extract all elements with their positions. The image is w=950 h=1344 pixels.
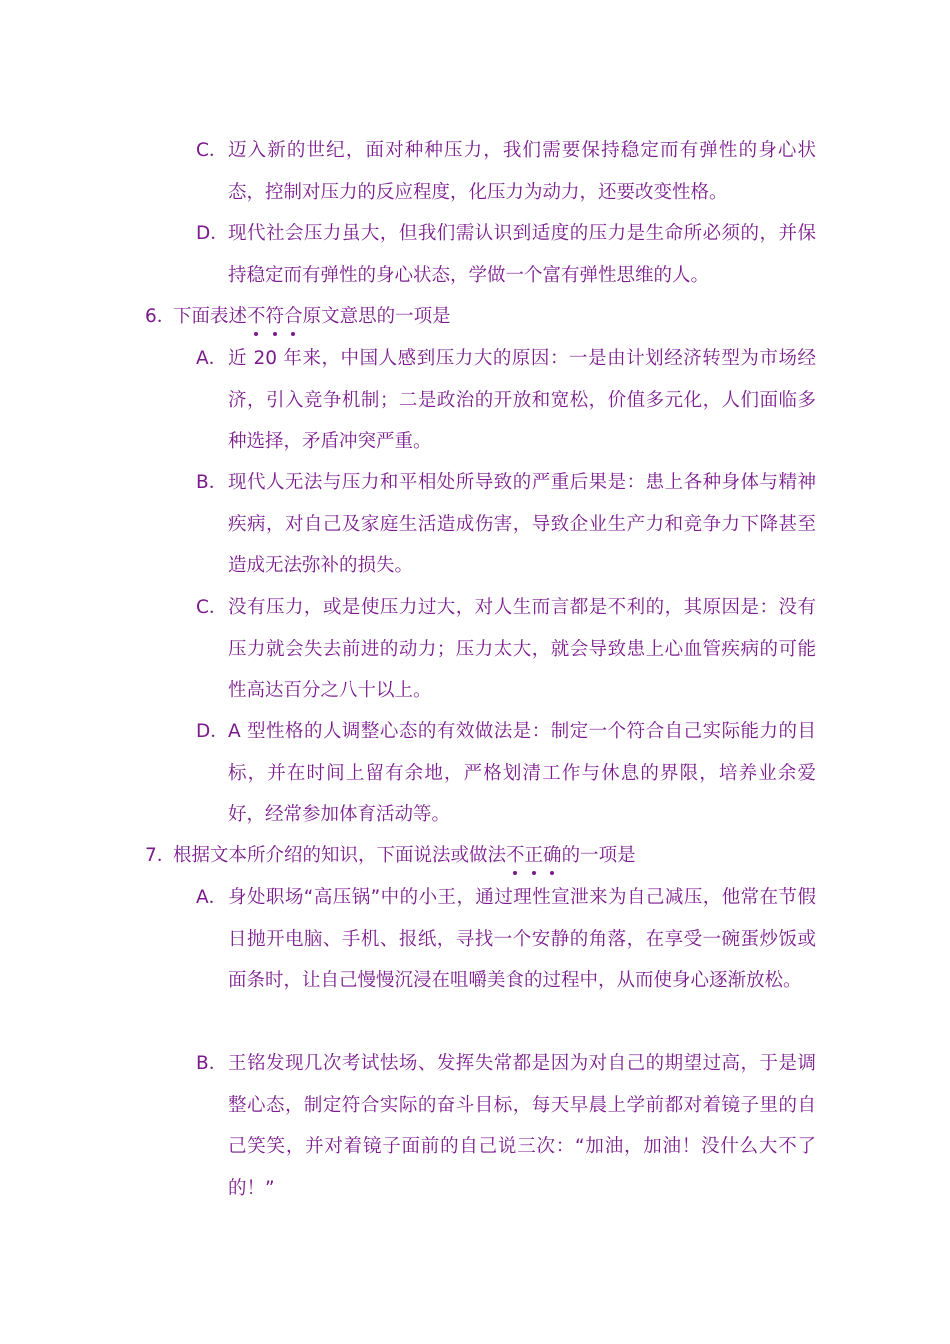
emphasis-dot: [532, 871, 536, 875]
option-letter: C．: [196, 140, 228, 161]
q6-option-b: [196, 462, 816, 587]
option-text: 身处职场“高压锅”中的小王，通过理性宣泄来为自己减压，他常在节假日抛开电脑、手机、报纸，寻找一个安静的角落，在享受一碗蛋炒饭或面条时，让自己慢慢沉浸在咀嚼美食的过程中，从而使身心逐渐放松。: [228, 887, 816, 991]
option-text: 近 20 年来，中国人感到压力大的原因：一是由计划经济转型为市场经济，引入竞争机制；二是政治的开放和宽松，价值多元化，人们面临多种选择，矛盾冲突严重。: [228, 348, 816, 452]
stem-text: 根据文本所介绍的知识，下面说法或做法: [173, 845, 507, 866]
emphasis-dot: [273, 332, 277, 336]
option-letter: C．: [196, 597, 228, 618]
option-letter: B．: [196, 1053, 228, 1074]
emphasis-char: 确: [543, 845, 562, 866]
q6-option-a: [196, 338, 816, 463]
option-text: 迈入新的世纪，面对种种压力，我们需要保持稳定而有弹性的身心状态，控制对压力的反应程度，化压力为动力，还要改变性格。: [228, 140, 816, 203]
option-text: 王铭发现几次考试怯场、发挥失常都是因为对自己的期望过高，于是调整心态，制定符合实际的奋斗目标，每天早晨上学前都对着镜子里的自己笑笑，并对着镜子面前的自己说三次：“加油，加油！没什么大不了的！”: [228, 1053, 816, 1199]
option-text: 现代社会压力虽大，但我们需认识到适度的压力是生命所必须的，并保持稳定而有弹性的身心状态，学做一个富有弹性思维的人。: [228, 223, 816, 286]
q5-option-c: [196, 130, 816, 213]
stem-text: 原文意思的一项是: [302, 306, 451, 327]
question-7-stem: [145, 835, 825, 877]
option-text: 现代人无法与压力和平相处所导致的严重后果是：患上各种身体与精神疾病，对自己及家庭生活造成伤害，导致企业生产力和竞争力下降甚至造成无法弥补的损失。: [228, 472, 816, 576]
option-letter: A．: [196, 348, 228, 369]
option-text: 没有压力，或是使压力过大，对人生而言都是不利的，其原因是：没有压力就会失去前进的动力；压力太大，就会导致患上心血管疾病的可能性高达百分之八十以上。: [228, 597, 816, 701]
stem-text: 下面表述: [173, 306, 248, 327]
q6-option-c: [196, 587, 816, 712]
q7-option-b: [196, 1043, 816, 1209]
option-letter: B．: [196, 472, 228, 493]
q7-option-a: [196, 877, 816, 1002]
q6-option-d: [196, 711, 816, 836]
question-number: 6．: [145, 306, 176, 327]
emphasis-char: 正: [525, 845, 544, 866]
stem-text: 的一项是: [561, 845, 636, 866]
question-6-stem: [145, 296, 825, 338]
emphasis-char: 不: [247, 306, 266, 327]
emphasis-dot: [291, 332, 295, 336]
option-letter: D．: [196, 721, 229, 742]
question-number: 7．: [145, 845, 176, 866]
emphasis-dot: [254, 332, 258, 336]
option-letter: D．: [196, 223, 229, 244]
q5-option-d: [196, 213, 816, 296]
option-letter: A．: [196, 887, 228, 908]
emphasis-dot: [513, 871, 517, 875]
emphasis-char: 不: [506, 845, 525, 866]
option-text: A 型性格的人调整心态的有效做法是：制定一个符合自己实际能力的目标，并在时间上留有余地，严格划清工作与休息的界限，培养业余爱好，经常参加体育活动等。: [228, 721, 816, 825]
emphasis-dot: [550, 871, 554, 875]
emphasis-char: 合: [284, 306, 303, 327]
emphasis-char: 符: [266, 306, 285, 327]
